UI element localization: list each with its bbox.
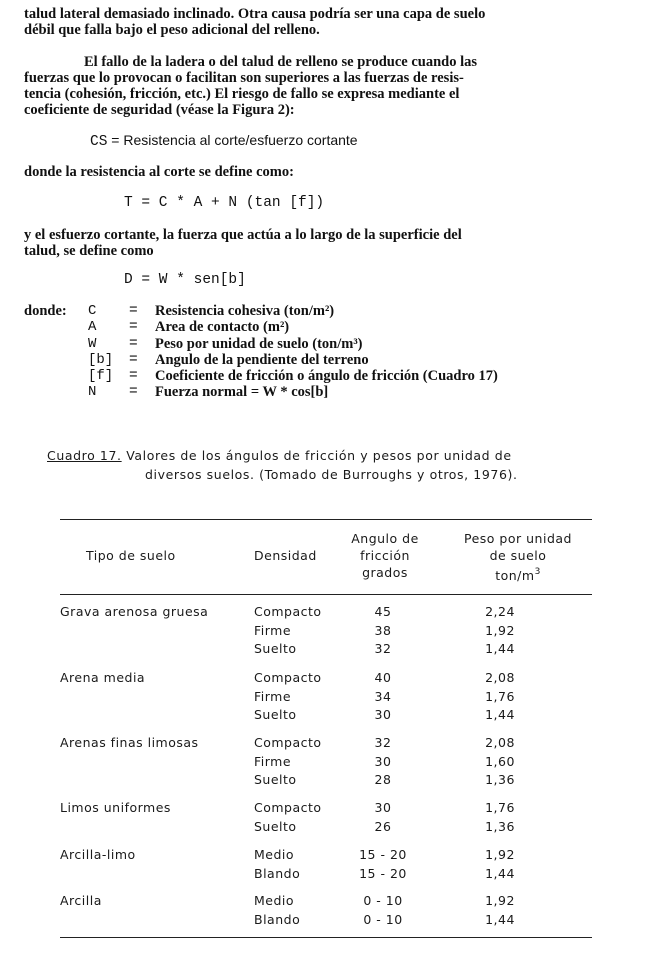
- friction-angle-cell: 30: [374, 800, 392, 815]
- unit-weight-cell: 1,92: [485, 893, 515, 908]
- formula-cs: [90, 132, 358, 150]
- text-line: coeficiente de seguridad (véase la Figura 2):: [24, 102, 295, 118]
- unit-weight-cell: 1,92: [485, 622, 515, 638]
- soil-type-cell: Grava arenosa gruesa: [60, 604, 209, 619]
- density-cell: Suelto: [254, 818, 297, 834]
- density-cell: Medio: [254, 847, 295, 862]
- density-cell: Firme: [254, 753, 292, 769]
- friction-angle-cell: 30: [374, 707, 392, 722]
- unit-weight-cell: 1,60: [485, 753, 515, 769]
- definitions-lead: donde:: [24, 303, 67, 319]
- table-caption: [47, 446, 607, 484]
- unit-weight-cell: 1,44: [485, 865, 515, 881]
- definition-equals: =: [129, 351, 138, 368]
- definition-text: Peso por unidad de suelo (ton/m³): [155, 335, 363, 352]
- density-cell: Suelto: [254, 707, 297, 722]
- unit-weight-cell: 1,76: [485, 800, 515, 815]
- header-line: de suelo: [489, 548, 547, 563]
- definition-equals: =: [129, 384, 138, 401]
- definition-equals: =: [129, 368, 138, 385]
- unit-weight-cell: 2,08: [485, 670, 515, 685]
- header-unit-exponent: 3: [534, 567, 541, 577]
- unit-weight-cell: 2,08: [485, 735, 515, 750]
- paragraph-4: [24, 227, 624, 259]
- unit-weight-cell: 1,44: [485, 911, 515, 927]
- text-line: y el esfuerzo cortante, la fuerza que actúa a lo largo de la superficie del: [24, 227, 462, 243]
- friction-angle-cell: 45: [374, 604, 392, 619]
- friction-angle-cell: 15 - 20: [359, 847, 407, 862]
- header-density: Densidad: [254, 548, 317, 563]
- caption-label: Cuadro 17.: [47, 448, 122, 463]
- text-line: talud, se define como: [24, 243, 154, 259]
- soil-type-cell: Arena media: [60, 670, 146, 685]
- text-line: tencia (cohesión, fricción, etc.) El riesgo de fallo se expresa mediante el: [24, 86, 460, 102]
- soil-type-cell: Arenas finas limosas: [60, 735, 199, 750]
- header-unit: [448, 564, 588, 584]
- definition-symbol: A: [88, 319, 97, 336]
- friction-angle-cell: 34: [374, 688, 392, 704]
- definition-equals: =: [129, 303, 138, 319]
- unit-weight-cell: 1,36: [485, 772, 515, 787]
- text-line: donde la resistencia al corte se define como:: [24, 164, 294, 180]
- unit-weight-cell: 1,44: [485, 707, 515, 722]
- density-cell: Firme: [254, 622, 292, 638]
- density-cell: Suelto: [254, 641, 297, 656]
- density-cell: Medio: [254, 893, 295, 908]
- header-soil-type: Tipo de suelo: [86, 548, 176, 563]
- formula-cs-symbol: CS: [90, 134, 108, 150]
- density-cell: Suelto: [254, 772, 297, 787]
- header-line: grados: [362, 565, 408, 580]
- density-cell: Compacto: [254, 735, 322, 750]
- definition-symbol: [f]: [88, 368, 114, 385]
- table-bottom-rule: [60, 937, 592, 938]
- text-line: talud lateral demasiado inclinado. Otra causa podría ser una capa de suelo: [24, 6, 486, 22]
- definition-text: Resistencia cohesiva (ton/m²): [155, 303, 335, 319]
- friction-angle-cell: 38: [374, 622, 392, 638]
- paragraph-2: [24, 54, 624, 118]
- header-line: fricción: [360, 548, 410, 563]
- definition-equals: =: [129, 335, 138, 352]
- soil-type-cell: Arcilla: [60, 893, 102, 908]
- header-line: Angulo de: [351, 531, 419, 546]
- density-cell: Blando: [254, 865, 301, 881]
- header-friction-angle: [340, 530, 430, 581]
- density-cell: Firme: [254, 688, 292, 704]
- definition-text: Angulo de la pendiente del terreno: [155, 351, 369, 368]
- density-cell: Compacto: [254, 604, 322, 619]
- text-line: fuerzas que lo provocan o facilitan son superiores a las fuerzas de resis-: [24, 70, 464, 86]
- unit-weight-cell: 1,76: [485, 688, 515, 704]
- definition-symbol: [b]: [88, 351, 114, 368]
- definition-equals: =: [129, 319, 138, 336]
- friction-angle-cell: 26: [374, 818, 392, 834]
- paragraph-1: [24, 6, 624, 38]
- formula-shear-resistance: T = C * A + N (tan [f]): [124, 195, 325, 211]
- friction-angle-cell: 32: [374, 735, 392, 750]
- table-top-rule: [60, 519, 592, 520]
- definition-symbol: C: [88, 303, 97, 319]
- text-line: débil que falla bajo el peso adicional del relleno.: [24, 22, 320, 38]
- friction-angle-cell: 40: [374, 670, 392, 685]
- formula-cs-definition: = Resistencia al corte/esfuerzo cortante: [107, 132, 358, 148]
- definition-text: Fuerza normal = W * cos[b]: [155, 384, 329, 401]
- friction-angle-cell: 30: [374, 753, 392, 769]
- density-cell: Compacto: [254, 670, 322, 685]
- header-unit-weight: [448, 530, 588, 584]
- friction-angle-cell: 0 - 10: [363, 911, 403, 927]
- friction-angle-cell: 32: [374, 641, 392, 656]
- friction-angle-cell: 28: [374, 772, 392, 787]
- table-header-rule: [60, 594, 592, 595]
- paragraph-3: [24, 164, 624, 180]
- caption-line-1: [47, 446, 607, 465]
- soil-type-cell: Arcilla-limo: [60, 847, 136, 862]
- soil-type-cell: Limos uniformes: [60, 800, 171, 815]
- density-cell: Blando: [254, 911, 301, 927]
- formula-shear-stress: D = W * sen[b]: [124, 272, 246, 288]
- header-line: Peso por unidad: [464, 531, 572, 546]
- unit-weight-cell: 1,92: [485, 847, 515, 862]
- caption-text: Valores de los ángulos de fricción y pesos por unidad de: [121, 448, 512, 463]
- definition-text: Area de contacto (m²): [155, 319, 290, 336]
- friction-angle-cell: 0 - 10: [363, 893, 403, 908]
- definition-symbol: W: [88, 335, 97, 352]
- unit-weight-cell: 1,44: [485, 641, 515, 656]
- caption-line-2: diversos suelos. (Tomado de Burroughs y otros, 1976).: [145, 467, 518, 482]
- unit-weight-cell: 2,24: [485, 604, 515, 619]
- unit-weight-cell: 1,36: [485, 818, 515, 834]
- text-line: El fallo de la ladera o del talud de relleno se produce cuando las: [84, 54, 478, 70]
- friction-angle-cell: 15 - 20: [359, 865, 407, 881]
- definition-text: Coeficiente de fricción o ángulo de fricción (Cuadro 17): [155, 368, 498, 385]
- density-cell: Compacto: [254, 800, 322, 815]
- header-unit-base: ton/m: [495, 568, 535, 583]
- definition-symbol: N: [88, 384, 97, 401]
